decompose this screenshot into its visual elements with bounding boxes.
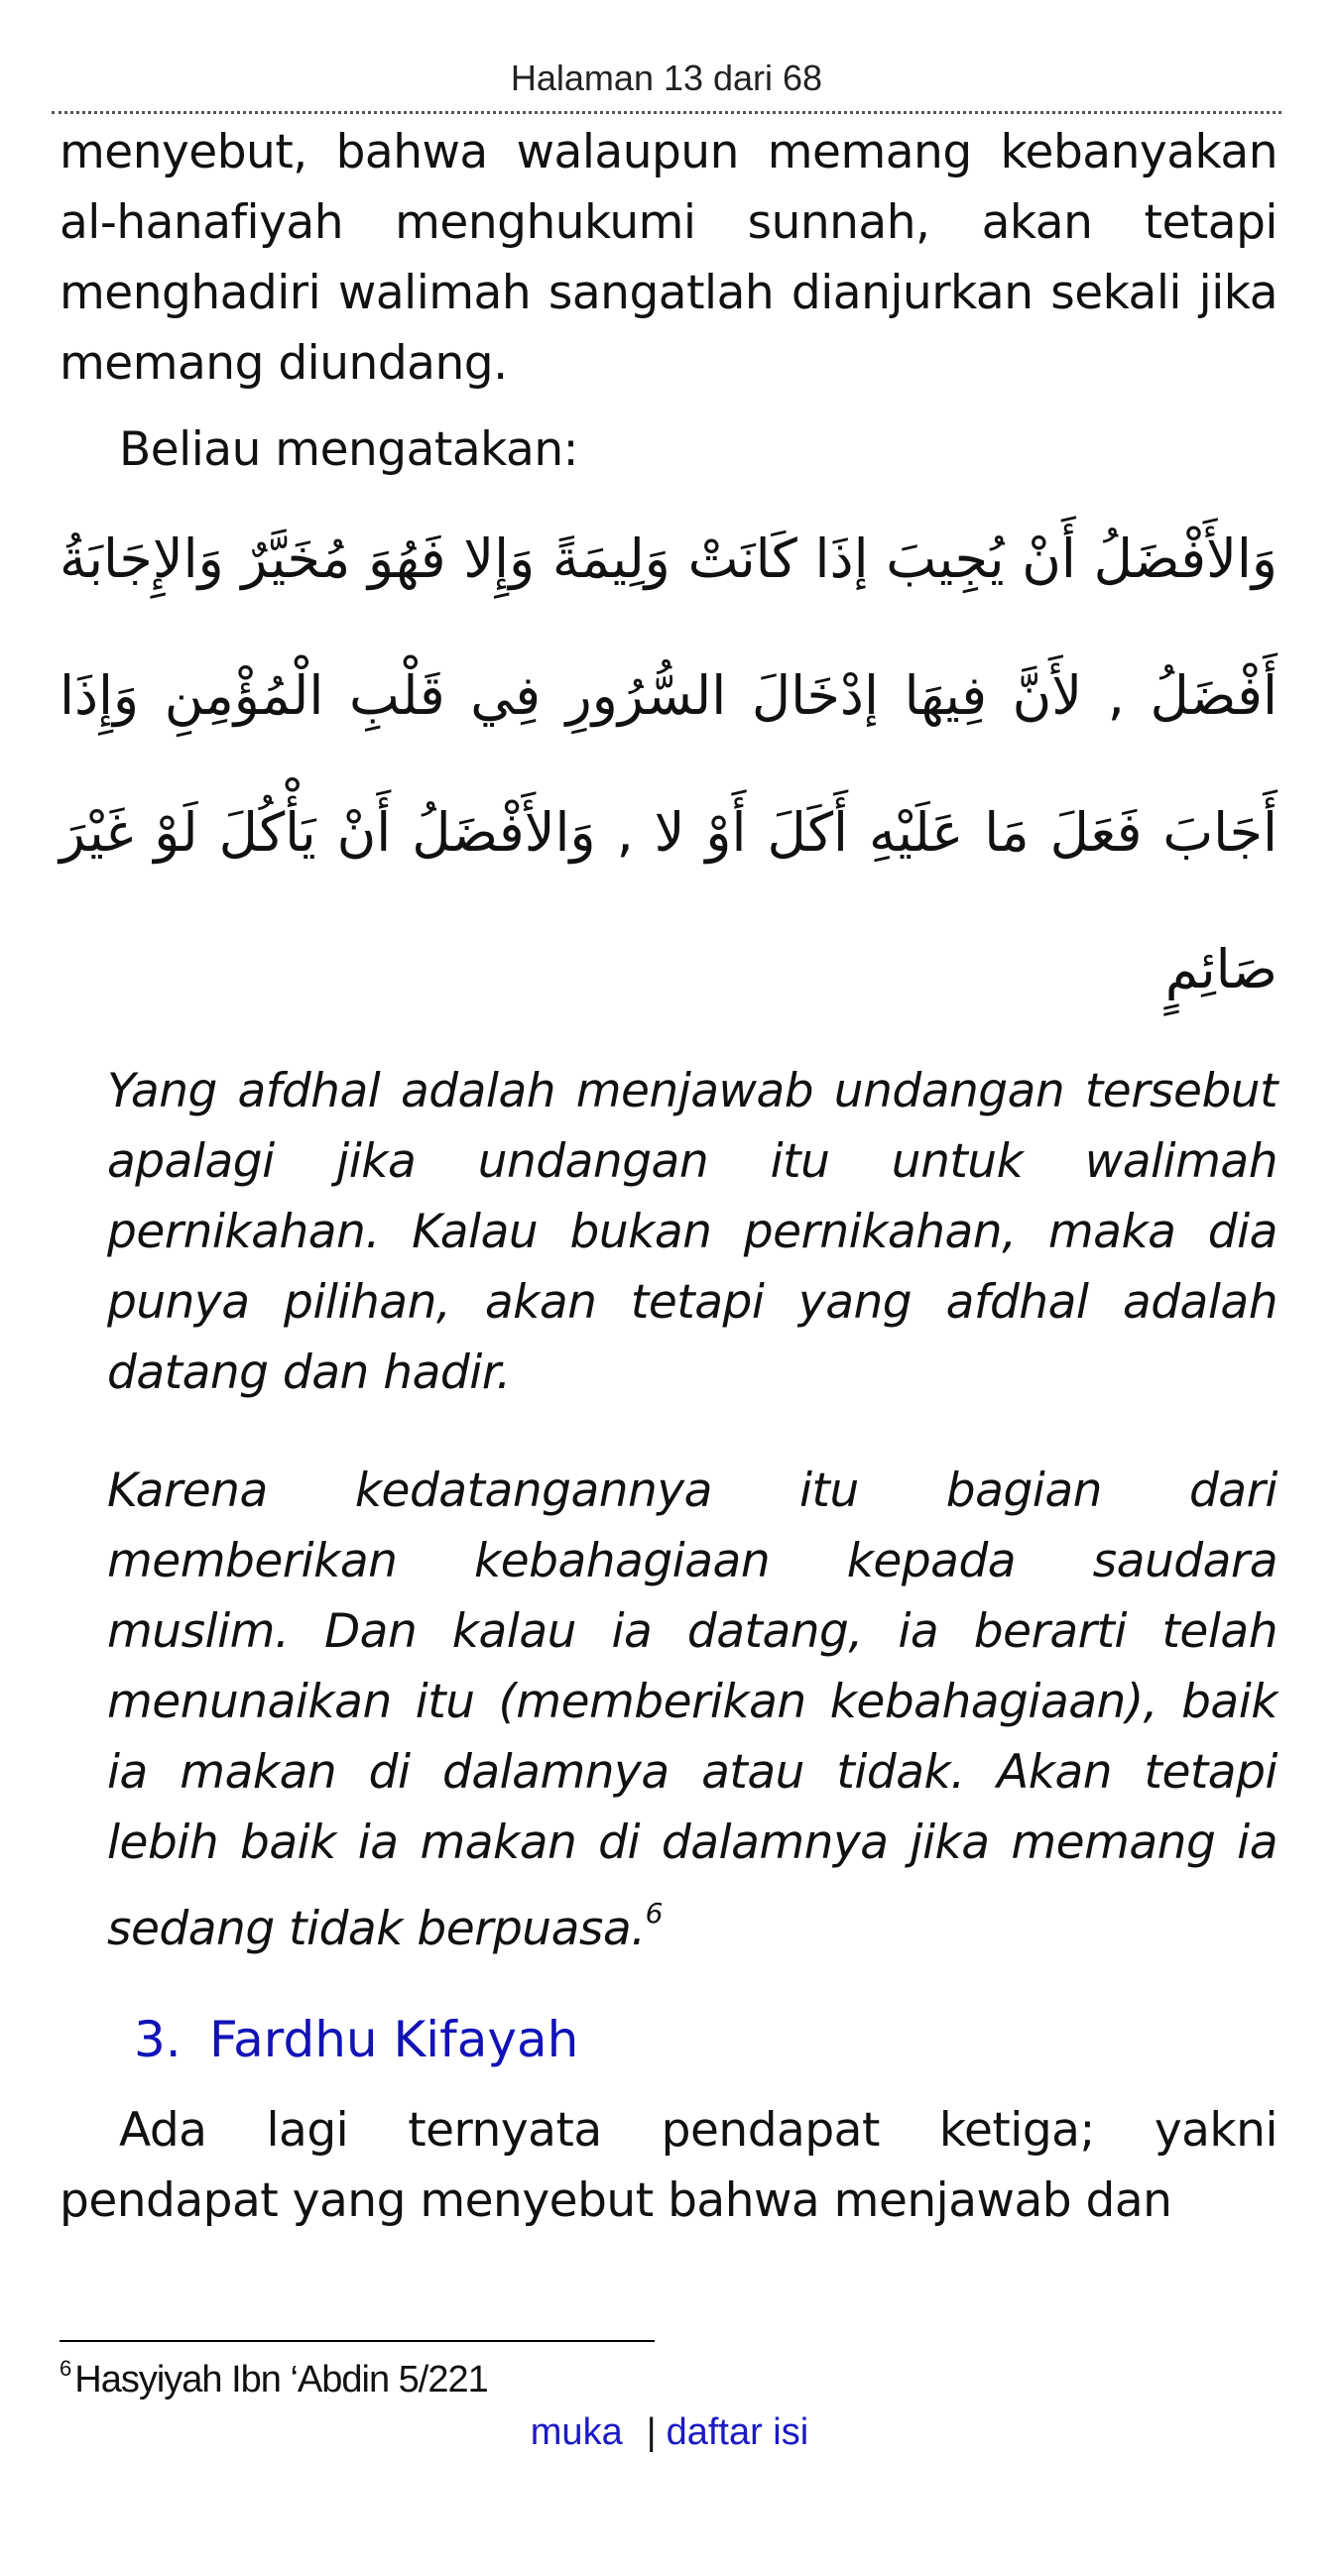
footnote-reference[interactable]: 6 bbox=[645, 1897, 663, 1930]
page-indicator: Halaman 13 dari 68 bbox=[510, 58, 823, 98]
header-divider bbox=[52, 111, 1281, 114]
footnote bbox=[60, 2356, 488, 2401]
paragraph-continuation: menyebut, bahwa walaupun memang kebanyakan al-hanafiyah menghukumi sunnah, akan tetapi menghadiri walimah sangatlah dianjurkan sekali jika memang diundang. bbox=[60, 125, 1278, 391]
section-title: Fardhu Kifayah bbox=[209, 2011, 579, 2068]
page-navigation bbox=[0, 2411, 1339, 2454]
section-heading bbox=[134, 2008, 1278, 2071]
arabic-quotation: وَالأَفْضَلُ أَنْ يُجِيبَ إذَا كَانَتْ وَلِيمَةً وَإِلا فَهُوَ مُخَيَّرٌ وَالإِجَابَةُ أَفْضَلُ , لأَنَّ فِيهَا إدْخَالَ السُّرُورِ فِي قَلْبِ الْمُؤْمِنِ وَإِذَا أَجَابَ فَعَلَ مَا عَلَيْهِ أَكَلَ أَوْ لا , وَالأَفْضَلُ أَنْ يَأْكُلَ لَوْ غَيْرَ صَائِمٍ bbox=[60, 527, 1278, 1000]
translation-paragraph-1: Yang afdhal adalah menjawab undangan tersebut apalagi jika undangan itu untuk walimah pernikahan. Kalau bukan pernikahan, maka dia punya pilihan, akan tetapi yang afdhal adalah datang dan hadir. bbox=[107, 1064, 1278, 1400]
table-of-contents-link[interactable]: daftar isi bbox=[666, 2411, 809, 2453]
footnote-divider bbox=[60, 2340, 655, 2342]
paragraph-third-opinion: Ada lagi ternyata pendapat ketiga; yakni pendapat yang menyebut bahwa menjawab dan bbox=[60, 2103, 1278, 2228]
page-content bbox=[60, 117, 1278, 2236]
translation-paragraph-2 bbox=[107, 1456, 1278, 1964]
paragraph-intro-quote: Beliau mengatakan: bbox=[119, 422, 578, 477]
section-number: 3. bbox=[134, 2011, 182, 2068]
home-link[interactable]: muka bbox=[530, 2411, 623, 2453]
footnote-text: Hasyiyah Ibn ‘Abdin 5/221 bbox=[74, 2359, 488, 2400]
translation-paragraph-2-text: Karena kedatangannya itu bagian dari memberikan kebahagiaan kepada saudara muslim. Dan kalau ia datang, ia berarti telah menunaikan itu (memberikan kebahagiaan), baik ia makan di dalamnya atau tidak. Akan tetapi lebih baik ia makan di dalamnya jika memang ia sedang tidak berpuasa. bbox=[107, 1464, 1278, 1956]
nav-separator: | bbox=[646, 2411, 657, 2453]
footnote-marker: 6 bbox=[60, 2356, 71, 2381]
